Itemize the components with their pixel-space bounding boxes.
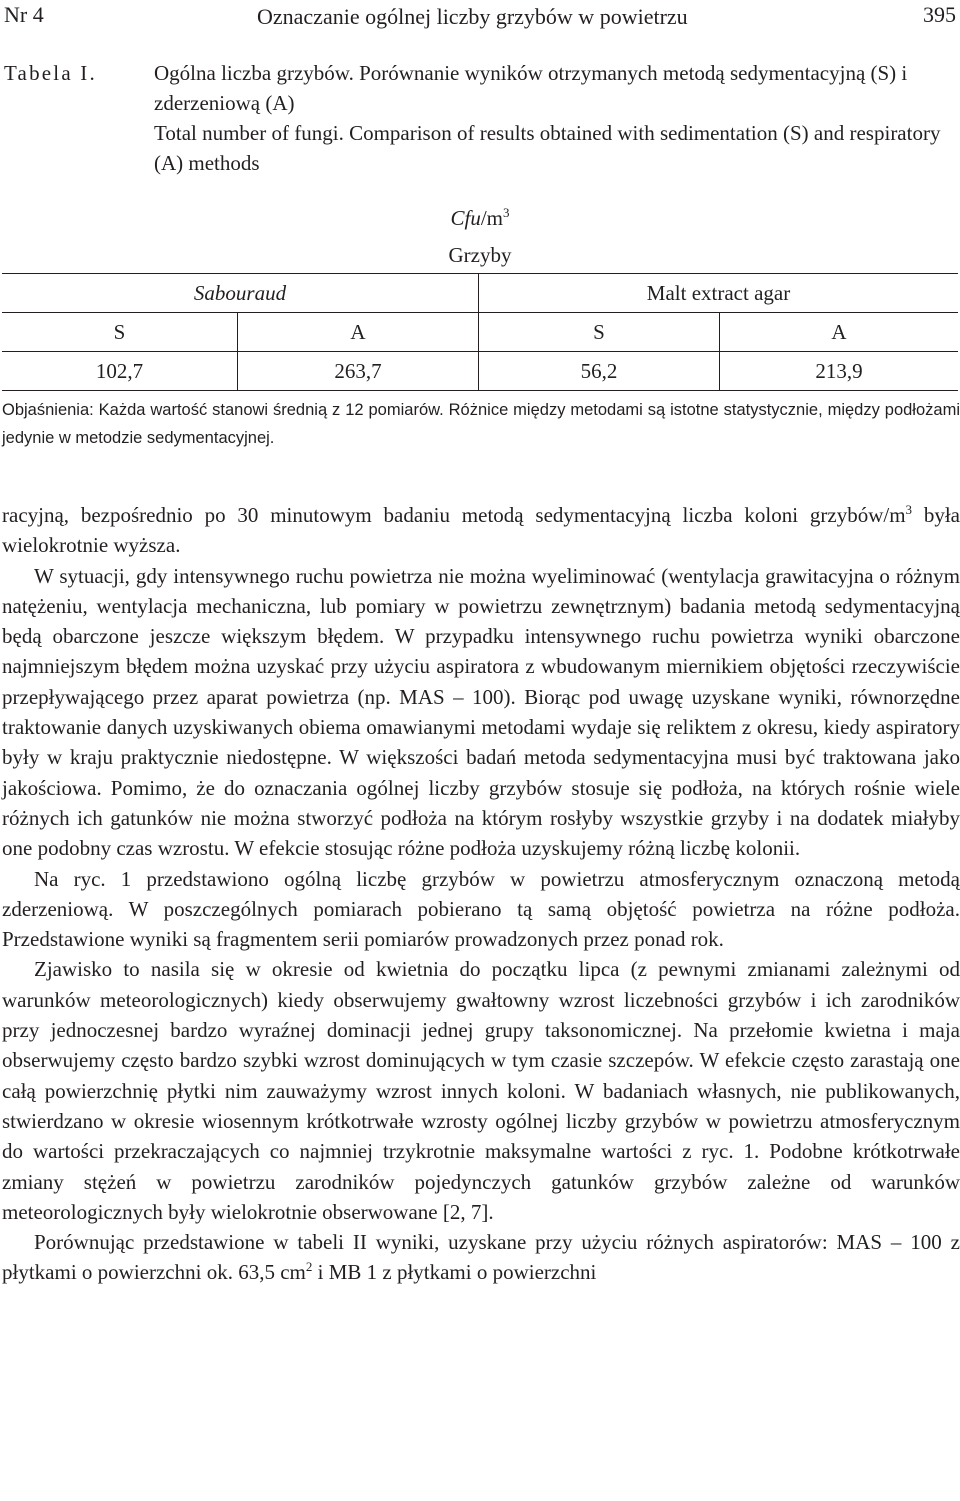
table-note: Objaśnienia: Każda wartość stanowi średnią z 12 pomiarów. Różnice między metodami są istotne statystycznie, między podłożami jedynie w metodzie sedymentacyjnej. bbox=[2, 401, 960, 447]
col-header-s-malt: S bbox=[479, 313, 720, 352]
col-header-a-malt: A bbox=[720, 313, 959, 352]
paragraph-2: W sytuacji, gdy intensywnego ruchu powietrza nie można wyeliminować (wentylacja grawitacyjna o różnym natężeniu, wentylacja mechaniczna, lub pomiary w powietrzu zewnętrznym) badania metodą sedymentacyjną będą obarczone jeszcze większym błędem. W przypadku intensywnego ruchu powietrza wyniki obarczone najmniejszym błędem można uzyskać przy użyciu aspiratora z wbudowanym miernikiem objętości rzeczywiście przepływającego przez aparat powietrza (np. MAS – 100). Biorąc pod uwagę uzyskane wyniki, równorzędne traktowanie danych uzyskiwanych obiema omawianymi metodami wydaje się reliktem z okresu, kiedy aspiratory były w kraju praktycznie niedostępne. W większości badań metoda sedymentacyjna musi być traktowana jako jakościowa. Pomimo, że do oznaczania ogólnej liczby grzybów stosuje się podłoża, na których rośnie wiele różnych ich gatunków nie można stworzyć podłoża na którym rosłyby wszystkie grzyby i na dodatek miałyby one podobny czas wzrostu. W efekcie stosując różne podłoża uzyskujemy różną liczbę kolonii. bbox=[2, 563, 960, 861]
value-s-sabouraud: 102,7 bbox=[2, 352, 238, 391]
value-a-malt: 213,9 bbox=[720, 352, 959, 391]
journal-issue: Nr 4 bbox=[4, 2, 44, 27]
caption-polish: Ogólna liczba grzybów. Porównanie wyników otrzymanych metodą sedymentacyjną (S) i zderzeniową (A) bbox=[154, 61, 908, 115]
col-header-a-sabouraud: A bbox=[238, 313, 479, 352]
unit-per-volume: /m bbox=[480, 205, 503, 230]
unit-header bbox=[2, 198, 958, 237]
page-number: 395 bbox=[923, 2, 956, 27]
medium-malt-extract-agar: Malt extract agar bbox=[479, 274, 959, 313]
medium-sabouraud: Sabouraud bbox=[2, 274, 479, 313]
caption-english: Total number of fungi. Comparison of results obtained with sedimentation (S) and respiratory (A) methods bbox=[154, 121, 941, 175]
value-s-malt: 56,2 bbox=[479, 352, 720, 391]
paragraph-5: Porównując przedstawione w tabeli II wyniki, uzyskane przy użyciu różnych aspiratorów: MAS – 100 z płytkami o powierzchni ok. 63,5 $cm^2$ i MB 1 z płytkami o powierzchni bbox=[2, 1230, 960, 1285]
body-text bbox=[2, 500, 960, 1288]
unit-cfu: Cfu bbox=[450, 205, 481, 230]
table-caption-text bbox=[154, 58, 960, 178]
value-a-sabouraud: 263,7 bbox=[238, 352, 479, 391]
table-label: Tabela I. bbox=[4, 61, 97, 85]
paragraph-3: Na ryc. 1 przedstawiono ogólną liczbę grzybów w powietrzu atmosferycznym oznaczoną metodą zderzeniową. W poszczególnych pomiarach pobierano tą samą objętość powietrza na różne podłoża. Przedstawione wyniki są fragmentem serii pomiarów prowadzonych przez ponad rok. bbox=[2, 866, 960, 952]
running-title: Oznaczanie ogólnej liczby grzybów w powietrzu bbox=[257, 4, 688, 29]
col-header-s-sabouraud: S bbox=[2, 313, 238, 352]
subject-header: Grzyby bbox=[2, 237, 958, 274]
running-header bbox=[4, 2, 956, 32]
paragraph-4: Zjawisko to nasila się w okresie od kwietnia do początku lipca (z pewnymi zmianami zależnymi od warunków meteorologicznych) kiedy obserwujemy gwałtowny wzrost liczebności grzybów i ich zarodników przy jednoczesnej bardzo wyraźnej dominacji jednej grupy taksonomicznej. Na przełomie kwietna i maja obserwujemy często bardzo szybki wzrost dominujących w tym czasie szczepów. W efekcie często zarastają one całą powierzchnię płytki nim zauważymy wzrost innych koloni. W badaniach własnych, nie publikowanych, stwierdzano w okresie wiosennym krótkotrwałe wzrosty ogólnej liczby grzybów w powietrzu atmosferycznym do wartości przekraczających co najmniej trzykrotnie maksymalne wartości z ryc. 1. Podobne krótkotrwałe zmiany stężeń w powietrzu zarodników pojedynczych gatunków grzybów zależne od warunków meteorologicznych były wielokrotnie obserwowane [2, 7]. bbox=[2, 957, 960, 1224]
unit-exponent: 3 bbox=[503, 204, 510, 220]
results-table bbox=[2, 198, 958, 391]
paragraph-1: racyjną, bezpośrednio po 30 minutowym badaniu metodą sedymentacyjną liczba koloni grzybów/$m^3$ była wielokrotnie wyższa. bbox=[2, 502, 960, 558]
